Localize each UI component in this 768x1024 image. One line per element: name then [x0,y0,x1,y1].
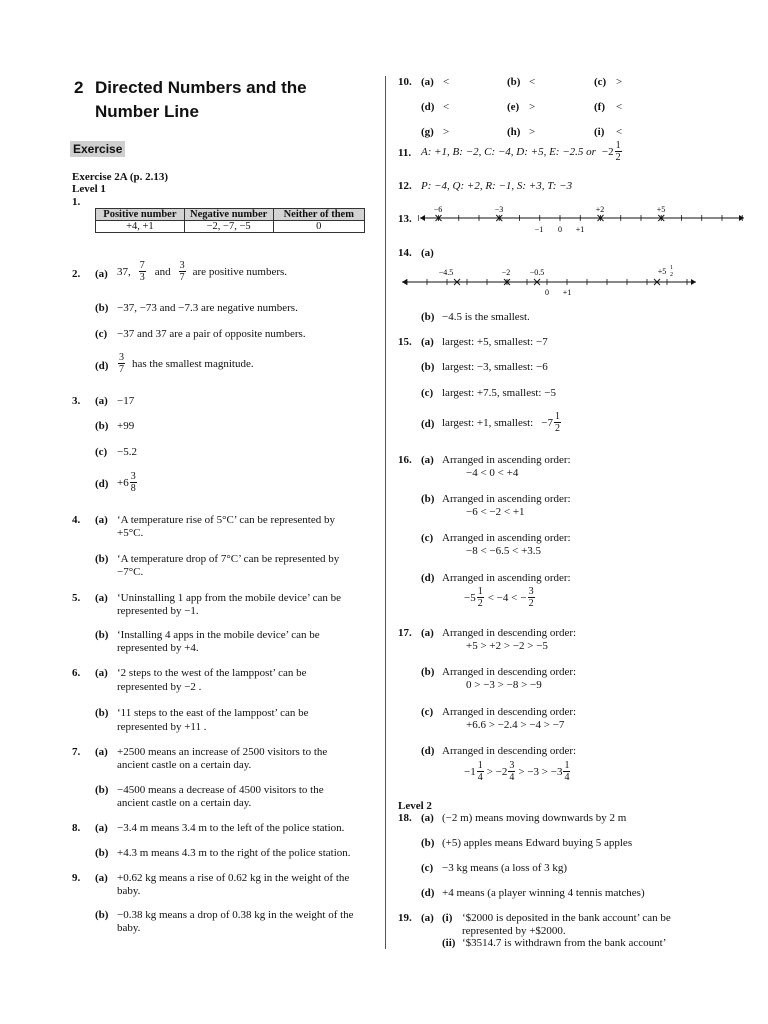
q7-number: 7. [72,746,81,758]
q18d-text: +4 means (a player winning 4 tennis matches) [442,887,645,899]
left-arrow-icon [402,279,407,285]
q10-item-label: (a) [421,76,434,88]
q15c-text: largest: +7.5, smallest: −5 [442,387,556,399]
q7b-line1: −4500 means a decrease of 4500 visitors to the [117,784,324,796]
tick-label: +1 [562,288,572,297]
q6b-line2: represented by +11 . [117,721,207,733]
q5a-label: (a) [95,592,108,604]
tick-label: 2 [670,272,673,278]
math-text: −5 [464,591,476,604]
q3-number: 3. [72,395,81,407]
exercise-ref: Exercise 2A (p. 2.13) [72,171,169,183]
fraction: $\frac{1}{4}$ [564,760,570,783]
tick-label: −4.5 [438,268,454,277]
q6b-label: (b) [95,707,109,719]
q17a-label: (a) [421,627,434,639]
q18b-label: (b) [421,837,435,849]
q3b-text: +99 [117,420,135,432]
q10-item-answer: < [443,76,450,88]
q9b-line1: −0.38 kg means a drop of 0.38 kg in the weight of the [117,909,354,921]
q3d-label: (d) [95,478,109,490]
q16b-label: (b) [421,493,435,505]
q19aii-label: (ii) [442,937,456,949]
q13-number: 13. [398,213,412,225]
q8b-text: +4.3 m means 4.3 m to the right of the police station. [117,847,351,859]
q15-number: 15. [398,336,412,348]
q7a-label: (a) [95,746,108,758]
q9b-line2: baby. [117,922,141,934]
q4b-line2: −7°C. [117,566,144,578]
q15d-label: (d) [421,418,435,430]
chapter-title-line1: Directed Numbers and the [95,78,307,97]
q2a-label: (a) [95,268,108,280]
q6a-line1: ‘2 steps to the west of the lamppost’ can be [117,667,307,679]
tick-label: 0 [545,288,549,297]
q16a-line2: −4 < 0 < +4 [466,467,519,479]
q10-item-label: (f) [594,101,605,113]
q10-item-label: (e) [507,101,520,113]
q15c-label: (c) [421,387,434,399]
q5a-line2: represented by −1. [117,605,199,617]
q17-number: 17. [398,627,412,639]
q14a-label: (a) [421,247,434,259]
q3d-pre: +6 [117,476,129,489]
q4b-label: (b) [95,553,109,565]
fraction: $\frac{3}{7}$ [179,260,185,283]
q7a-line1: +2500 means an increase of 2500 visitors to the [117,746,328,758]
q16a-line1: Arranged in ascending order: [442,454,571,466]
math-text: > −2 [486,765,508,778]
tick-label: 0 [558,225,562,234]
fraction: $\frac{3}{8}$ [130,471,136,494]
q16d-line1: Arranged in ascending order: [442,572,571,584]
level-2-heading: Level 2 [398,800,432,812]
q10-item-answer: > [529,126,536,138]
q4-number: 4. [72,514,81,526]
q4a-label: (a) [95,514,108,526]
q18a-label: (a) [421,812,434,824]
q10-item-label: (h) [507,126,521,138]
q5b-line1: ‘Installing 4 apps in the mobile device’ can be [117,629,320,641]
q11-number: 11. [398,147,412,159]
tick-label: +5 [656,205,666,214]
q2-number: 2. [72,268,81,280]
table-header: Positive number [96,209,185,221]
level-heading: Level 1 [72,183,106,195]
q16c-line2: −8 < −6.5 < +3.5 [466,545,542,557]
q8-number: 8. [72,822,81,834]
q2d-label: (d) [95,360,109,372]
q18c-label: (c) [421,862,434,874]
q11-text: A: +1, B: −2, C: −4, D: +5, E: −2.5 or [421,145,596,158]
q15b-text: largest: −3, smallest: −6 [442,361,548,373]
q11-neg: −2 [601,145,614,158]
table-header-row [96,209,365,221]
q19aii-line1: ‘$3514.7 is withdrawn from the bank account’ [462,937,667,949]
fraction: $\frac{1}{4}$ [477,760,483,783]
math-text: −1 [464,765,476,778]
q19-number: 19. [398,912,412,924]
q6a-line2: represented by −2 . [117,681,202,693]
fraction: $\frac{3}{4}$ [509,760,515,783]
q17b-label: (b) [421,666,435,678]
tick-label: +2 [595,205,605,214]
math-text: > −3 > −3 [518,765,563,778]
q2b-label: (b) [95,302,109,314]
q3b-label: (b) [95,420,109,432]
table-header: Negative number [184,209,273,221]
q10-item-answer: > [443,126,450,138]
tick-label: +1 [575,225,585,234]
q8a-text: −3.4 m means 3.4 m to the left of the police station. [117,822,345,834]
q18a-text: (−2 m) means moving downwards by 2 m [442,812,627,824]
q11-answer [421,140,623,163]
q17d-label: (d) [421,745,435,757]
fraction: $\frac{3}{7}$ [119,352,124,375]
q2a-pre: 37, [117,265,131,278]
q15a-label: (a) [421,336,434,348]
q14-number-line [400,260,700,298]
q17b-line2: 0 > −3 > −8 > −9 [466,679,542,691]
q8a-label: (a) [95,822,108,834]
q15d-text: largest: +1, smallest: [442,416,534,429]
q6b-line1: ‘11 steps to the east of the lamppost’ can be [117,707,309,719]
q1-number: 1. [72,196,81,208]
tick-label: −3 [494,205,504,214]
q9a-line1: +0.62 kg means a rise of 0.62 kg in the weight of the [117,872,350,884]
q18-number: 18. [398,812,412,824]
table-cell: 0 [273,221,364,233]
q10-number: 10. [398,76,412,88]
q4a-line1: ‘A temperature rise of 5°C’ can be represented by [117,514,335,526]
tick-label: −2 [501,268,511,277]
q4b-line1: ‘A temperature drop of 7°C’ can be represented by [117,553,340,565]
table-header: Neither of them [273,209,364,221]
q8b-label: (b) [95,847,109,859]
tick-label: 1 [670,265,673,271]
tick-label: −6 [433,205,443,214]
q17c-line2: +6.6 > −2.4 > −4 > −7 [466,719,565,731]
q2d-answer [117,352,254,375]
q17d-line1: Arranged in descending order: [442,745,577,757]
q10-item-label: (d) [421,101,435,113]
q10-item-answer: < [529,76,536,88]
q9b-label: (b) [95,909,109,921]
q12-text: P: −4, Q: +2, R: −1, S: +3, T: −3 [421,180,573,192]
q18d-label: (d) [421,887,435,899]
q15d-answer [442,411,562,434]
chapter-number: 2 [74,78,84,97]
q17a-line2: +5 > +2 > −2 > −5 [466,640,548,652]
table-row [96,221,365,233]
left-arrow-icon [420,215,425,221]
q2c-text: −37 and 37 are a pair of opposite numbers. [117,328,306,340]
q10-item-label: (i) [594,126,605,138]
q16b-line2: −6 < −2 < +1 [466,506,525,518]
tick-label: +5 [657,267,667,276]
q16c-label: (c) [421,532,434,544]
q3a-label: (a) [95,395,108,407]
column-divider [385,76,386,949]
q5a-line1: ‘Uninstalling 1 app from the mobile device’ can be [117,592,342,604]
q2a-post: are positive numbers. [192,265,288,278]
q10-item-answer: < [616,126,623,138]
q13-number-line [418,202,748,236]
q3a-text: −17 [117,395,135,407]
q9a-label: (a) [95,872,108,884]
q17b-line1: Arranged in descending order: [442,666,577,678]
q18b-text: (+5) apples means Edward buying 5 apples [442,837,633,849]
chapter-title-line2: Number Line [95,102,199,121]
table-cell: +4, +1 [96,221,185,233]
q7a-line2: ancient castle on a certain day. [117,759,252,771]
q17c-label: (c) [421,706,434,718]
answer-table [95,208,365,233]
q10-item-label: (g) [421,126,434,138]
q16-number: 16. [398,454,412,466]
q14b-text: −4.5 is the smallest. [442,311,530,323]
exercise-heading: Exercise [70,141,125,157]
q10-item-label: (b) [507,76,521,88]
q12-number: 12. [398,180,412,192]
tick-label: −1 [534,225,544,234]
fraction: $\frac{1}{2}$ [615,140,621,163]
right-arrow-icon [739,215,744,221]
q17c-line1: Arranged in descending order: [442,706,577,718]
q3c-label: (c) [95,446,108,458]
q18c-text: −3 kg means (a loss of 3 kg) [442,862,568,874]
q10-item-answer: < [443,101,450,113]
q6-number: 6. [72,667,81,679]
q2c-label: (c) [95,328,108,340]
q10-item-answer: < [616,101,623,113]
fraction: $\frac{7}{3}$ [139,260,145,283]
q16d-answer [464,586,536,609]
fraction: $\frac{1}{2}$ [477,586,483,609]
q5-number: 5. [72,592,81,604]
q14b-label: (b) [421,311,435,323]
tick-label: −0.5 [529,268,545,277]
q17d-answer [464,760,571,783]
q3c-text: −5.2 [117,446,137,458]
math-text: < −4 < [487,591,518,604]
q16a-label: (a) [421,454,434,466]
q10-item-answer: > [616,76,623,88]
table-cell: −2, −7, −5 [184,221,273,233]
q19a-label: (a) [421,912,434,924]
q15b-label: (b) [421,361,435,373]
q16d-label: (d) [421,572,435,584]
right-arrow-icon [691,279,696,285]
q2a-and: and [154,265,171,278]
q15a-text: largest: +5, smallest: −7 [442,336,548,348]
q7b-label: (b) [95,784,109,796]
fraction: $\frac{3}{2}$ [528,586,534,609]
q17a-line1: Arranged in descending order: [442,627,577,639]
q7b-line2: ancient castle on a certain day. [117,797,252,809]
q2b-text: −37, −73 and −7.3 are negative numbers. [117,302,298,314]
q5b-label: (b) [95,629,109,641]
fraction: $\frac{1}{2}$ [554,411,560,434]
q9-number: 9. [72,872,81,884]
q10-item-label: (c) [594,76,607,88]
q19ai-line1: ‘$2000 is deposited in the bank account’ can be [462,912,671,924]
q14-number: 14. [398,247,412,259]
q2d-post: has the smallest magnitude. [132,357,254,370]
q15d-neg: −7 [541,416,553,429]
q10-item-answer: > [529,101,536,113]
q19ai-line2: represented by +$2000. [462,925,566,937]
q6a-label: (a) [95,667,108,679]
q19ai-label: (i) [442,912,453,924]
math-text: − [520,591,527,604]
q3d-answer [117,471,138,494]
q16b-line1: Arranged in ascending order: [442,493,571,505]
q5b-line2: represented by +4. [117,642,199,654]
q4a-line2: +5°C. [117,527,144,539]
q9a-line2: baby. [117,885,141,897]
q2a-answer [117,260,287,283]
q16c-line1: Arranged in ascending order: [442,532,571,544]
